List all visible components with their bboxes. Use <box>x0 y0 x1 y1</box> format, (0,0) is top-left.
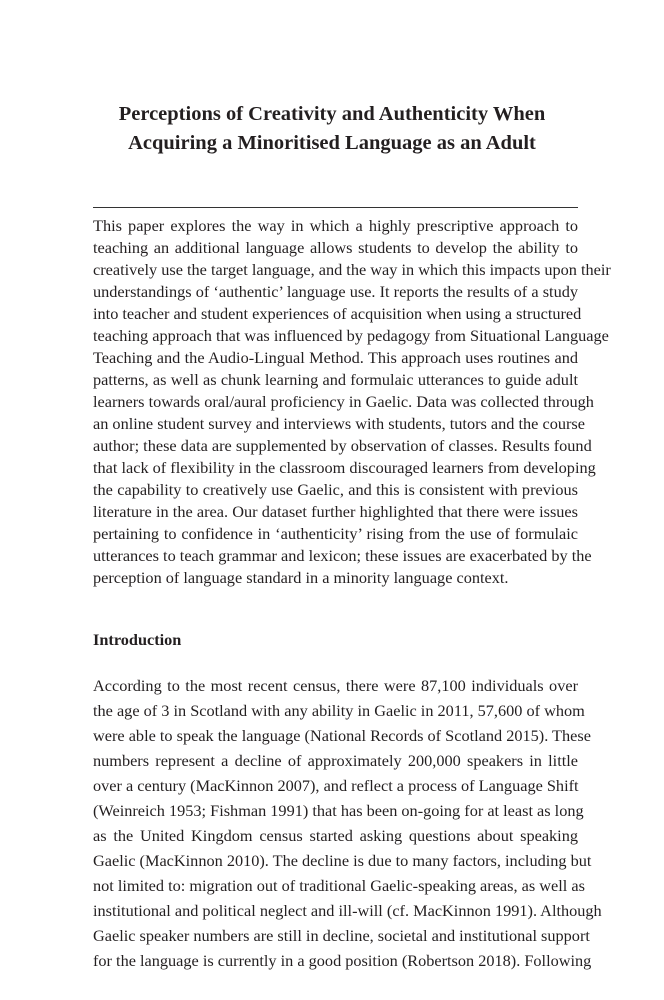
title-divider <box>93 207 578 208</box>
text-line: author; these data are supplemented by observation of classes. Results found <box>93 436 592 455</box>
text-line: patterns, as well as chunk learning and formulaic utterances to guide adult <box>93 370 578 389</box>
section-heading-introduction: Introduction <box>93 630 182 649</box>
text-line: institutional and political neglect and ill-will (cf. MacKinnon 1991). Although <box>93 901 602 920</box>
text-line: for the language is currently in a good position (Robertson 2018). Following <box>93 951 592 970</box>
text-line: This paper explores the way in which a highly prescriptive approach to <box>93 216 578 235</box>
text-line: as the United Kingdom census started asking questions about speaking <box>93 826 578 845</box>
title-line-2: Acquiring a Minoritised Language as an Adult <box>128 132 536 154</box>
text-line: the age of 3 in Scotland with any ability in Gaelic in 2011, 57,600 of whom <box>93 701 585 720</box>
text-line: According to the most recent census, there were 87,100 individuals over <box>93 676 578 695</box>
text-line: Gaelic speaker numbers are still in decline, societal and institutional support <box>93 926 590 945</box>
title-line-1: Perceptions of Creativity and Authenticity When <box>118 103 546 125</box>
introduction-paragraph <box>93 673 602 973</box>
abstract-paragraph <box>93 215 611 589</box>
text-line: the capability to creatively use Gaelic, and this is consistent with previous <box>93 480 578 499</box>
text-line: an online student survey and interviews with students, tutors and the course <box>93 414 585 433</box>
text-line: pertaining to confidence in ‘authenticity’ rising from the use of formulaic <box>93 524 578 543</box>
text-line: perception of language standard in a minority language context. <box>93 568 509 587</box>
text-line: into teacher and student experiences of acquisition when using a structured <box>93 304 582 323</box>
text-line: creatively use the target language, and the way in which this impacts upon their <box>93 260 611 279</box>
text-line: over a century (MacKinnon 2007), and reflect a process of Language Shift <box>93 776 579 795</box>
text-line: teaching an additional language allows students to develop the ability to <box>93 238 578 257</box>
text-line: Gaelic (MacKinnon 2010). The decline is due to many factors, including but <box>93 851 592 870</box>
text-line: not limited to: migration out of traditional Gaelic-speaking areas, as well as <box>93 876 585 895</box>
text-line: literature in the area. Our dataset further highlighted that there were issues <box>93 502 578 521</box>
text-line: learners towards oral/aural proficiency in Gaelic. Data was collected through <box>93 392 594 411</box>
article-title <box>60 100 604 158</box>
text-line: teaching approach that was influenced by pedagogy from Situational Language <box>93 326 609 345</box>
text-line: numbers represent a decline of approximately 200,000 speakers in little <box>93 751 578 770</box>
text-line: utterances to teach grammar and lexicon; these issues are exacerbated by the <box>93 546 592 565</box>
text-line: (Weinreich 1953; Fishman 1991) that has been on-going for at least as long <box>93 801 584 820</box>
text-line: understandings of ‘authentic’ language use. It reports the results of a study <box>93 282 578 301</box>
text-line: were able to speak the language (National Records of Scotland 2015). These <box>93 726 591 745</box>
text-line: Teaching and the Audio-Lingual Method. This approach uses routines and <box>93 348 578 367</box>
text-line: that lack of flexibility in the classroom discouraged learners from developing <box>93 458 596 477</box>
